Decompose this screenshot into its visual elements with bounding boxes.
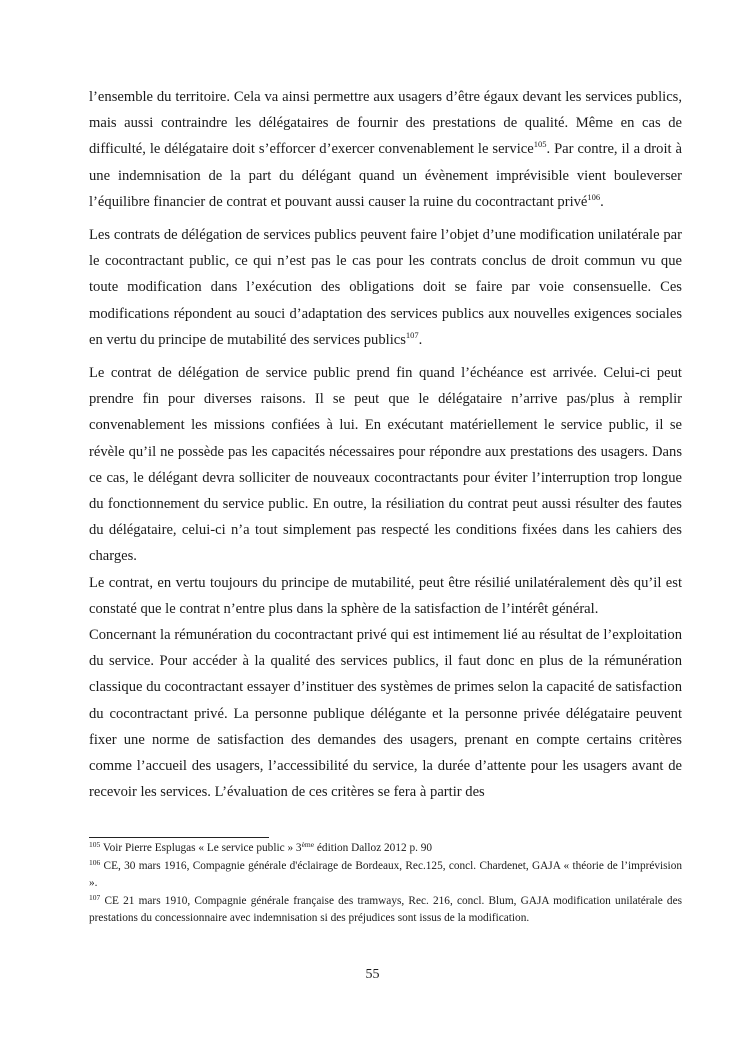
paragraph: [89, 360, 682, 570]
footnote-ref: 105: [533, 139, 547, 150]
text-run: .: [600, 193, 604, 210]
text-run: Les contrats de délégation de services publics peuvent faire l’objet d’une modification unilatérale par le cocontractant public, ce qui n’est pas le cas pour les contrats conclus de droit commun vu que toute modification dans l’exécution des obligations doit se faire par voie consensuelle. Ces modifications répondent au souci d’adaptation des services publics aux nouvelles exigences sociales en vertu du principe de mutabilité des services publics: [89, 227, 682, 348]
text-run: . Par contre, il a droit à une indemnisation de la part du délégant quand un évènement imprévisible vient bouleverser l’équilibre financier de contrat et pouvant aussi causer la ruine du cocontractant privé: [89, 141, 683, 210]
paragraph: [89, 222, 682, 353]
text-run: l’ensemble du territoire. Cela va ainsi permettre aux usagers d’être égaux devant les services publics, mais aussi contraindre les délégataires de fournir des prestations de qualité. Même en cas de difficulté, le délégataire doit s’efforcer d’exercer convenablement le service: [89, 89, 682, 158]
text-run: édition Dalloz 2012 p. 90: [314, 842, 433, 854]
footnote-ref: ème: [301, 840, 315, 849]
footnote-separator: [89, 837, 269, 838]
text-run: Voir Pierre Esplugas « Le service public » 3: [100, 842, 302, 854]
body-text: [89, 84, 682, 805]
page-number: 55: [365, 967, 380, 982]
paragraph: [89, 622, 682, 805]
text-run: .: [418, 331, 423, 348]
footnote-ref: 106: [587, 191, 601, 202]
footnote: [89, 840, 682, 858]
paragraph: [89, 570, 682, 622]
footnote-ref: 105: [89, 840, 101, 849]
text-run: Le contrat de délégation de service public prend fin quand l’échéance est arrivée. Celui-ci peut prendre fin pour diverses raisons. Il se peut que le délégataire n’arrive pas/plus à remplir convenablement les missions confiées à lui. En exécutant matériellement le service public, il se révèle qu’il ne possède pas les capacités nécessaires pour répondre aux prestations des usagers. Dans ce cas, le délégant devra solliciter de nouveaux cocontractants pour éviter l’interruption trop longue du fonctionnement du service public. En outre, la résiliation du contrat peut aussi résulter des fautes du délégataire, celui-ci n’a tout simplement pas respecté les conditions fixées dans les cahiers des charges.: [89, 365, 682, 565]
footnote-ref: 107: [89, 892, 101, 902]
text-run: CE 21 mars 1910, Compagnie générale française des tramways, Rec. 216, concl. Blum, GAJA modification unilatérale des prestations du concessionnaire avec indemnisation si des préjudices sont issus de la modification.: [89, 894, 682, 924]
text-run: CE, 30 mars 1916, Compagnie générale d'éclairage de Bordeaux, Rec.125, concl. Chardenet, GAJA « théorie de l’imprévision ».: [89, 859, 682, 889]
text-run: Le contrat, en vertu toujours du principe de mutabilité, peut être résilié unilatéralement dès qu’il est constaté que le contrat n’entre plus dans la sphère de la satisfaction de l’intérêt général.: [89, 574, 682, 617]
footnotes: [89, 840, 682, 928]
footnote-ref: 106: [89, 857, 101, 867]
text-run: Concernant la rémunération du cocontractant privé qui est intimement lié au résultat de l’exploitation du service. Pour accéder à la qualité des services publics, il faut donc en plus de la rémunération classique du cocontractant essayer d’instituer des systèmes de primes selon la capacité de satisfaction du cocontractant privé. La personne publique délégante et la personne privée délégataire peuvent fixer une norme de satisfaction des demandes des usagers, prenant en compte certains critères comme l’accueil des usagers, l’accessibilité du service, la durée d’attente pour les usagers avant de recevoir les services. L’évaluation de ces critères se fera à partir des: [89, 627, 682, 801]
footnote: [89, 858, 682, 893]
footnote-ref: 107: [405, 329, 419, 340]
paragraph: [89, 84, 682, 215]
footnote: [89, 893, 682, 928]
